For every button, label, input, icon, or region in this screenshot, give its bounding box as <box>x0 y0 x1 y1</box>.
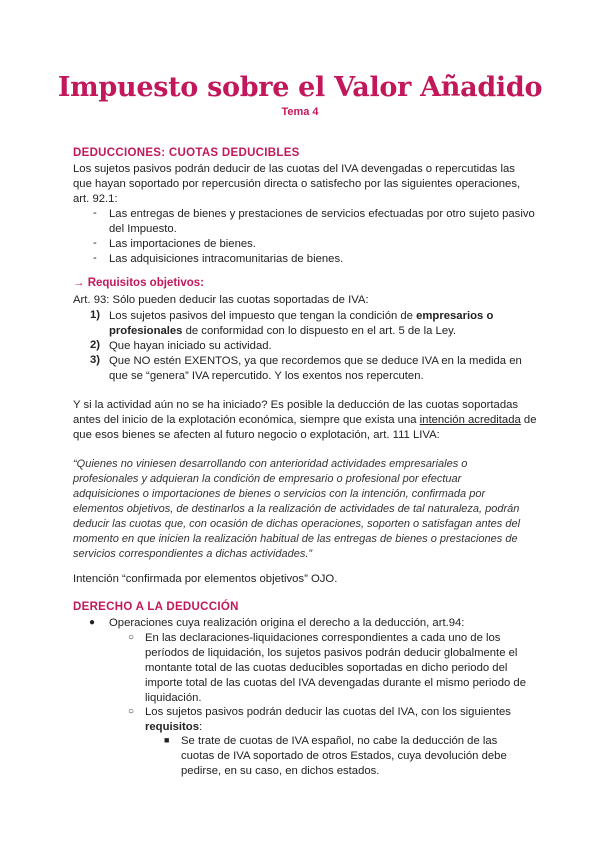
section-heading-derecho: DERECHO A LA DEDUCCIÓN <box>73 601 239 613</box>
list-item: Las importaciones de bienes. <box>109 238 256 250</box>
bold-text: requisitos <box>145 721 199 733</box>
list-item-continuation: del Impuesto. <box>109 223 177 235</box>
list-item: Operaciones cuya realización origina el derecho a la deducción, art.94: <box>109 617 465 629</box>
list-item-continuation <box>109 324 456 339</box>
text-line: Los sujetos pasivos podrán deducir de las cuotas del IVA devengadas o repercutidas las <box>73 163 515 175</box>
list-item: Las entregas de bienes y prestaciones de servicios efectuadas por otro sujeto pasivo <box>109 208 535 220</box>
list-item: Los sujetos pasivos podrán deducir las cuotas del IVA, con los siguientes <box>145 706 511 718</box>
deducciones-intro <box>73 162 533 207</box>
list-item-continuation: períodos de liquidación, los sujetos pasivos podrán deducir globalmente el <box>145 647 518 659</box>
list-item-continuation: liquidación. <box>145 692 202 704</box>
bold-text: profesionales <box>109 325 183 337</box>
note-line: Intención “confirmada por elementos objetivos” OJO. <box>73 573 338 585</box>
bullet-dot: ● <box>89 617 96 628</box>
text-fragment: antes del inicio de la explotación económica, siempre que exista una <box>73 414 420 426</box>
dash-bullet: - <box>93 237 97 249</box>
text-fragment: : <box>199 721 203 733</box>
list-item-continuation: que se “genera” IVA repercutido. Y los exentos nos repercuten. <box>109 370 424 382</box>
bold-text: empresarios o <box>416 310 494 322</box>
page-title: Impuesto sobre el Valor Añadido <box>57 72 543 103</box>
list-item-continuation: pedirse, en su caso, en dichos estados. <box>181 765 380 777</box>
text-fragment: de conformidad con lo dispuesto en el art. 5 de la Ley. <box>182 325 457 337</box>
quote-line: servicios correspondientes a dichas actividades.” <box>73 548 313 560</box>
requisitos-intro: Art. 93: Sólo pueden deducir las cuotas soportadas de IVA: <box>73 294 369 306</box>
paragraph-line: que esos bienes se afecten al futuro negocio o explotación, art. 111 LIVA: <box>73 429 440 441</box>
bullet-square: ■ <box>164 735 170 745</box>
paragraph-line: Y si la actividad aún no se ha iniciado? Es posible la deducción de las cuotas soportadas <box>73 399 519 411</box>
list-item: Que NO estén EXENTOS, ya que recordemos que se deduce IVA en la medida en <box>109 355 522 367</box>
page-subtitle: Tema 4 <box>281 106 319 118</box>
quote-line: adquisiciones o importaciones de bienes o servicios con la intención, confirmada por <box>73 488 486 500</box>
underlined-text: intención acreditada <box>419 414 521 426</box>
quote-line: elementos objetivos, de destinarlos a la realización de actividades de tal naturaleza, podrán <box>73 503 520 515</box>
list-item-continuation <box>145 720 202 735</box>
paragraph-line <box>73 413 537 428</box>
list-item: Que hayan iniciado su actividad. <box>109 340 272 352</box>
section-heading-deducciones: DEDUCCIONES: CUOTAS DEDUCIBLES <box>73 147 300 159</box>
text-line: art. 92.1: <box>73 193 118 205</box>
text-line: que hayan soportado por repercusión directa o satisfecho por las siguientes operaciones, <box>73 178 521 190</box>
list-number: 1) <box>90 309 101 321</box>
bullet-circle: ○ <box>128 706 135 717</box>
list-item: En las declaraciones-liquidaciones correspondientes a cada uno de los <box>145 632 501 644</box>
list-number: 2) <box>90 339 101 351</box>
list-item <box>109 309 493 324</box>
bullet-circle: ○ <box>128 632 135 643</box>
quote-line: deducir las cuotas que, con ocasión de dichas operaciones, soporten o satisfagan antes del <box>73 518 521 530</box>
list-item: Se trate de cuotas de IVA español, no cabe la deducción de las <box>181 735 498 747</box>
text-fragment: de <box>520 414 537 426</box>
quote-line: “Quienes no viniesen desarrollando con anterioridad actividades empresariales o <box>73 458 468 470</box>
list-number: 3) <box>90 354 101 366</box>
list-item-continuation: montante total de las cuotas deducibles soportadas en dicho periodo del <box>145 662 508 674</box>
quote-line: momento en que inicien la realización habitual de las entregas de bienes o prestaciones de <box>73 533 518 545</box>
list-item-continuation: importe total de las cuotas del IVA devengadas durante el mismo periodo de <box>145 677 526 689</box>
text-fragment: Los sujetos pasivos del impuesto que tengan la condición de <box>109 310 417 322</box>
legal-quote <box>73 457 520 562</box>
quote-line: profesionales y adquieran la condición de empresario o profesional por efectuar <box>73 473 462 485</box>
dash-bullet: - <box>93 207 97 219</box>
list-item-continuation: cuotas de IVA soportado de otros Estados, cuya devolución debe <box>181 750 507 762</box>
list-item: Las adquisiciones intracomunitarias de bienes. <box>109 253 344 265</box>
section-heading-requisitos: → Requisitos objetivos: <box>73 277 204 289</box>
dash-bullet: - <box>93 252 97 264</box>
